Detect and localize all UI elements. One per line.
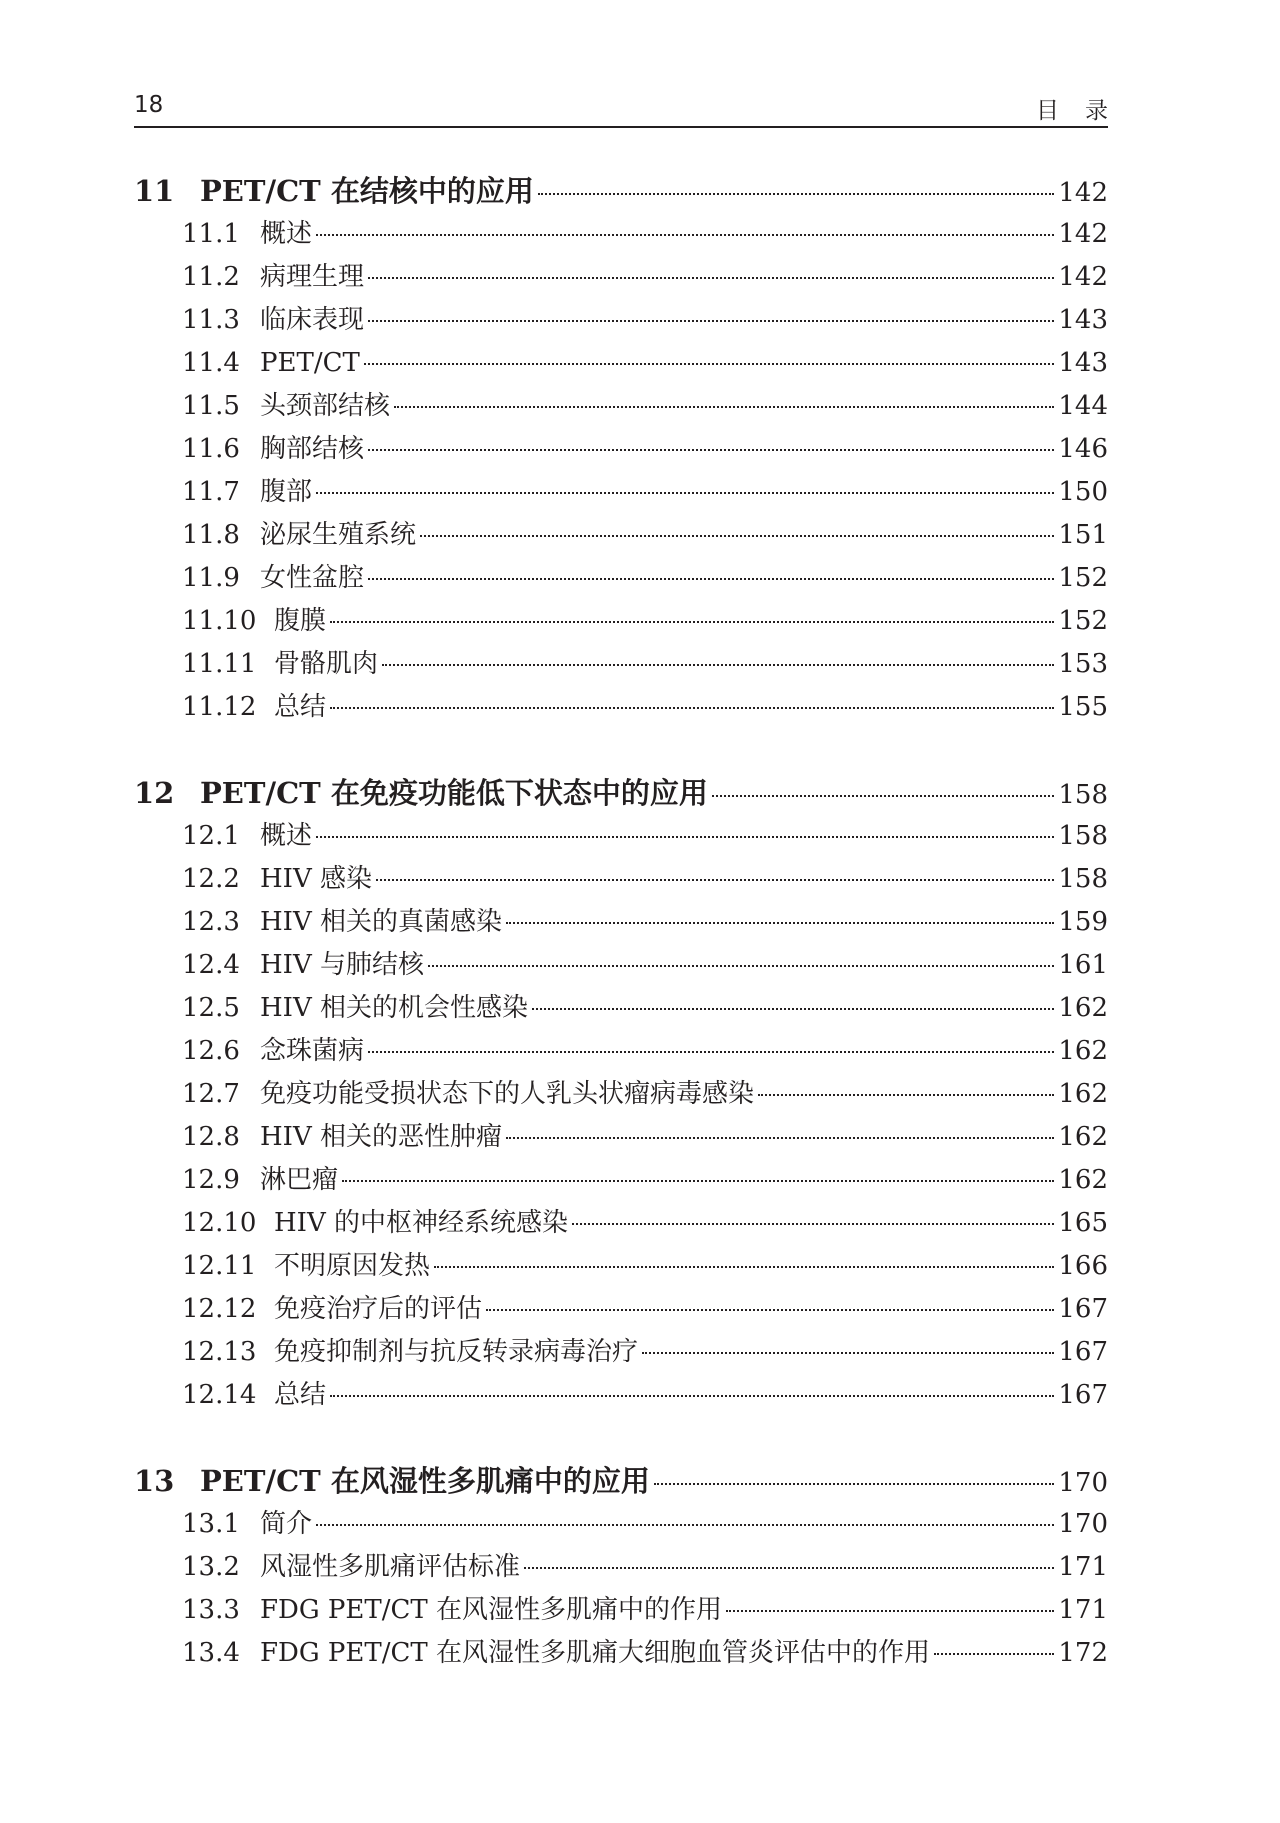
section-page-number: 167 — [1058, 1380, 1108, 1410]
dot-leader — [330, 1393, 1054, 1397]
dot-leader — [330, 705, 1054, 709]
toc-section-entry[interactable] — [134, 901, 1108, 944]
chapter-title: PET/CT 在免疫功能低下状态中的应用 — [200, 776, 708, 810]
section-page-number: 161 — [1058, 950, 1108, 980]
toc-section-entry[interactable] — [134, 471, 1108, 514]
toc-section-entry[interactable] — [134, 1245, 1108, 1288]
section-page-number: 143 — [1058, 305, 1108, 335]
toc-section-entry[interactable] — [134, 428, 1108, 471]
section-number: 12.12 — [182, 1294, 257, 1324]
section-number: 11.6 — [182, 434, 240, 464]
section-number: 12.9 — [182, 1165, 240, 1195]
section-page-number: 162 — [1058, 1122, 1108, 1152]
section-page-number: 155 — [1058, 692, 1108, 722]
chapter-spacer — [134, 729, 1108, 772]
toc-section-entry[interactable] — [134, 1030, 1108, 1073]
section-number: 11.1 — [182, 219, 240, 249]
section-page-number: 146 — [1058, 434, 1108, 464]
section-title: HIV 感染 — [260, 864, 372, 894]
section-title: 不明原因发热 — [274, 1251, 431, 1281]
section-title: FDG PET/CT 在风湿性多肌痛大细胞血管炎评估中的作用 — [260, 1638, 930, 1668]
section-title: HIV 相关的真菌感染 — [260, 907, 502, 937]
section-number: 12.13 — [182, 1337, 257, 1367]
section-number: 11.8 — [182, 520, 240, 550]
section-number: 12.8 — [182, 1122, 240, 1152]
toc-section-entry[interactable] — [134, 686, 1108, 729]
toc-section-entry[interactable] — [134, 1116, 1108, 1159]
section-title: 总结 — [274, 1380, 327, 1410]
section-page-number: 151 — [1058, 520, 1108, 550]
section-number: 12.1 — [182, 821, 240, 851]
dot-leader — [420, 533, 1054, 537]
section-page-number: 162 — [1058, 1036, 1108, 1066]
section-number: 11.10 — [182, 606, 257, 636]
section-title: 泌尿生殖系统 — [260, 520, 417, 550]
section-page-number: 162 — [1058, 1165, 1108, 1195]
section-number: 11.11 — [182, 649, 257, 679]
chapter-number: 13 — [134, 1464, 175, 1498]
section-title: 腹膜 — [274, 606, 327, 636]
chapter-title: PET/CT 在结核中的应用 — [200, 174, 534, 208]
section-number: 11.2 — [182, 262, 240, 292]
dot-leader — [364, 361, 1055, 365]
toc-chapter-entry[interactable] — [134, 772, 1108, 815]
section-page-number: 165 — [1058, 1208, 1108, 1238]
section-page-number: 162 — [1058, 993, 1108, 1023]
chapter-spacer — [134, 1417, 1108, 1460]
toc-section-entry[interactable] — [134, 299, 1108, 342]
page-header — [134, 84, 1134, 128]
toc-section-entry[interactable] — [134, 1159, 1108, 1202]
dot-leader — [316, 232, 1054, 236]
section-title: 头颈部结核 — [260, 391, 391, 421]
chapter-number: 12 — [134, 776, 175, 810]
dot-leader — [532, 1006, 1054, 1010]
page-number: 18 — [134, 92, 164, 118]
toc-section-entry[interactable] — [134, 858, 1108, 901]
section-number: 12.10 — [182, 1208, 257, 1238]
section-title: HIV 相关的机会性感染 — [260, 993, 528, 1023]
dot-leader — [434, 1264, 1054, 1268]
dot-leader — [428, 963, 1054, 967]
section-page-number: 152 — [1058, 606, 1108, 636]
dot-leader — [330, 619, 1054, 623]
section-page-number: 142 — [1058, 262, 1108, 292]
section-number: 12.7 — [182, 1079, 240, 1109]
section-title: 腹部 — [260, 477, 313, 507]
dot-leader — [316, 1522, 1054, 1526]
section-number: 12.3 — [182, 907, 240, 937]
section-number: 11.12 — [182, 692, 257, 722]
section-page-number: 142 — [1058, 219, 1108, 249]
section-number: 11.9 — [182, 563, 240, 593]
toc-section-entry[interactable] — [134, 987, 1108, 1030]
toc-section-entry[interactable] — [134, 1073, 1108, 1116]
section-page-number: 162 — [1058, 1079, 1108, 1109]
dot-leader — [538, 191, 1055, 195]
section-page-number: 172 — [1058, 1638, 1108, 1668]
toc-section-entry[interactable] — [134, 1331, 1108, 1374]
section-number: 12.11 — [182, 1251, 257, 1281]
toc-section-entry[interactable] — [134, 1589, 1108, 1632]
section-number: 11.3 — [182, 305, 240, 335]
section-number: 12.4 — [182, 950, 240, 980]
toc-section-entry[interactable] — [134, 944, 1108, 987]
dot-leader — [642, 1350, 1054, 1354]
section-title: 免疫治疗后的评估 — [274, 1294, 483, 1324]
toc-section-entry[interactable] — [134, 342, 1108, 385]
dot-leader — [342, 1178, 1054, 1182]
section-title: 胸部结核 — [260, 434, 365, 464]
toc-section-entry[interactable] — [134, 213, 1108, 256]
dot-leader — [368, 318, 1054, 322]
toc-section-entry[interactable] — [134, 256, 1108, 299]
toc-section-entry[interactable] — [134, 1546, 1108, 1589]
toc-section-entry[interactable] — [134, 385, 1108, 428]
section-title: 简介 — [260, 1509, 313, 1539]
section-page-number: 167 — [1058, 1337, 1108, 1367]
section-title: 病理生理 — [260, 262, 365, 292]
section-title: 风湿性多肌痛评估标准 — [260, 1552, 521, 1582]
section-title: 免疫抑制剂与抗反转录病毒治疗 — [274, 1337, 639, 1367]
section-number: 13.1 — [182, 1509, 240, 1539]
section-title: 免疫功能受损状态下的人乳头状瘤病毒感染 — [260, 1079, 755, 1109]
running-title: 目录 — [1036, 98, 1134, 124]
dot-leader — [524, 1565, 1054, 1569]
section-page-number: 171 — [1058, 1552, 1108, 1582]
section-number: 12.5 — [182, 993, 240, 1023]
toc-chapter-entry[interactable] — [134, 1460, 1108, 1503]
chapter-page-number: 170 — [1058, 1468, 1108, 1498]
toc-section-entry[interactable] — [134, 1288, 1108, 1331]
dot-leader — [506, 1135, 1054, 1139]
dot-leader — [486, 1307, 1054, 1311]
section-page-number: 152 — [1058, 563, 1108, 593]
section-number: 12.14 — [182, 1380, 257, 1410]
toc-section-entry[interactable] — [134, 1202, 1108, 1245]
toc-section-entry[interactable] — [134, 815, 1108, 858]
dot-leader — [934, 1651, 1054, 1655]
chapter-page-number: 142 — [1058, 178, 1108, 208]
section-title: FDG PET/CT 在风湿性多肌痛中的作用 — [260, 1595, 722, 1625]
chapter-title: PET/CT 在风湿性多肌痛中的应用 — [200, 1464, 650, 1498]
dot-leader — [726, 1608, 1054, 1612]
toc-section-entry[interactable] — [134, 514, 1108, 557]
section-page-number: 158 — [1058, 864, 1108, 894]
section-number: 11.7 — [182, 477, 240, 507]
section-number: 13.3 — [182, 1595, 240, 1625]
section-number: 12.6 — [182, 1036, 240, 1066]
dot-leader — [506, 920, 1054, 924]
dot-leader — [712, 793, 1055, 797]
section-page-number: 153 — [1058, 649, 1108, 679]
section-number: 11.5 — [182, 391, 240, 421]
dot-leader — [572, 1221, 1054, 1225]
dot-leader — [368, 447, 1054, 451]
section-page-number: 144 — [1058, 391, 1108, 421]
toc-section-entry[interactable] — [134, 557, 1108, 600]
dot-leader — [758, 1092, 1054, 1096]
section-number: 13.2 — [182, 1552, 240, 1582]
dot-leader — [376, 877, 1054, 881]
section-title: PET/CT — [260, 348, 360, 378]
section-number: 11.4 — [182, 348, 240, 378]
section-title: 淋巴瘤 — [260, 1165, 339, 1195]
section-title: 骨骼肌肉 — [274, 649, 379, 679]
section-title: 总结 — [274, 692, 327, 722]
toc-section-entry[interactable] — [134, 643, 1108, 686]
toc-section-entry[interactable] — [134, 1503, 1108, 1546]
section-title: HIV 的中枢神经系统感染 — [274, 1208, 568, 1238]
section-page-number: 171 — [1058, 1595, 1108, 1625]
toc-chapter-entry[interactable] — [134, 170, 1108, 213]
section-title: 女性盆腔 — [260, 563, 365, 593]
dot-leader — [368, 275, 1054, 279]
dot-leader — [394, 404, 1054, 408]
dot-leader — [368, 576, 1054, 580]
chapter-number: 11 — [134, 174, 175, 208]
toc-section-entry[interactable] — [134, 600, 1108, 643]
section-title: 念珠菌病 — [260, 1036, 365, 1066]
section-number: 13.4 — [182, 1638, 240, 1668]
section-title: HIV 相关的恶性肿瘤 — [260, 1122, 502, 1152]
toc-section-entry[interactable] — [134, 1374, 1108, 1417]
section-title: 概述 — [260, 219, 313, 249]
section-page-number: 170 — [1058, 1509, 1108, 1539]
dot-leader — [382, 662, 1054, 666]
toc-section-entry[interactable] — [134, 1632, 1108, 1675]
dot-leader — [368, 1049, 1054, 1053]
dot-leader — [316, 490, 1054, 494]
section-number: 12.2 — [182, 864, 240, 894]
section-page-number: 143 — [1058, 348, 1108, 378]
dot-leader — [654, 1481, 1055, 1485]
section-title: 概述 — [260, 821, 313, 851]
section-title: 临床表现 — [260, 305, 365, 335]
table-of-contents — [134, 170, 1108, 1675]
section-page-number: 150 — [1058, 477, 1108, 507]
dot-leader — [316, 834, 1054, 838]
section-page-number: 167 — [1058, 1294, 1108, 1324]
section-page-number: 166 — [1058, 1251, 1108, 1281]
section-page-number: 159 — [1058, 907, 1108, 937]
section-title: HIV 与肺结核 — [260, 950, 424, 980]
section-page-number: 158 — [1058, 821, 1108, 851]
chapter-page-number: 158 — [1058, 780, 1108, 810]
